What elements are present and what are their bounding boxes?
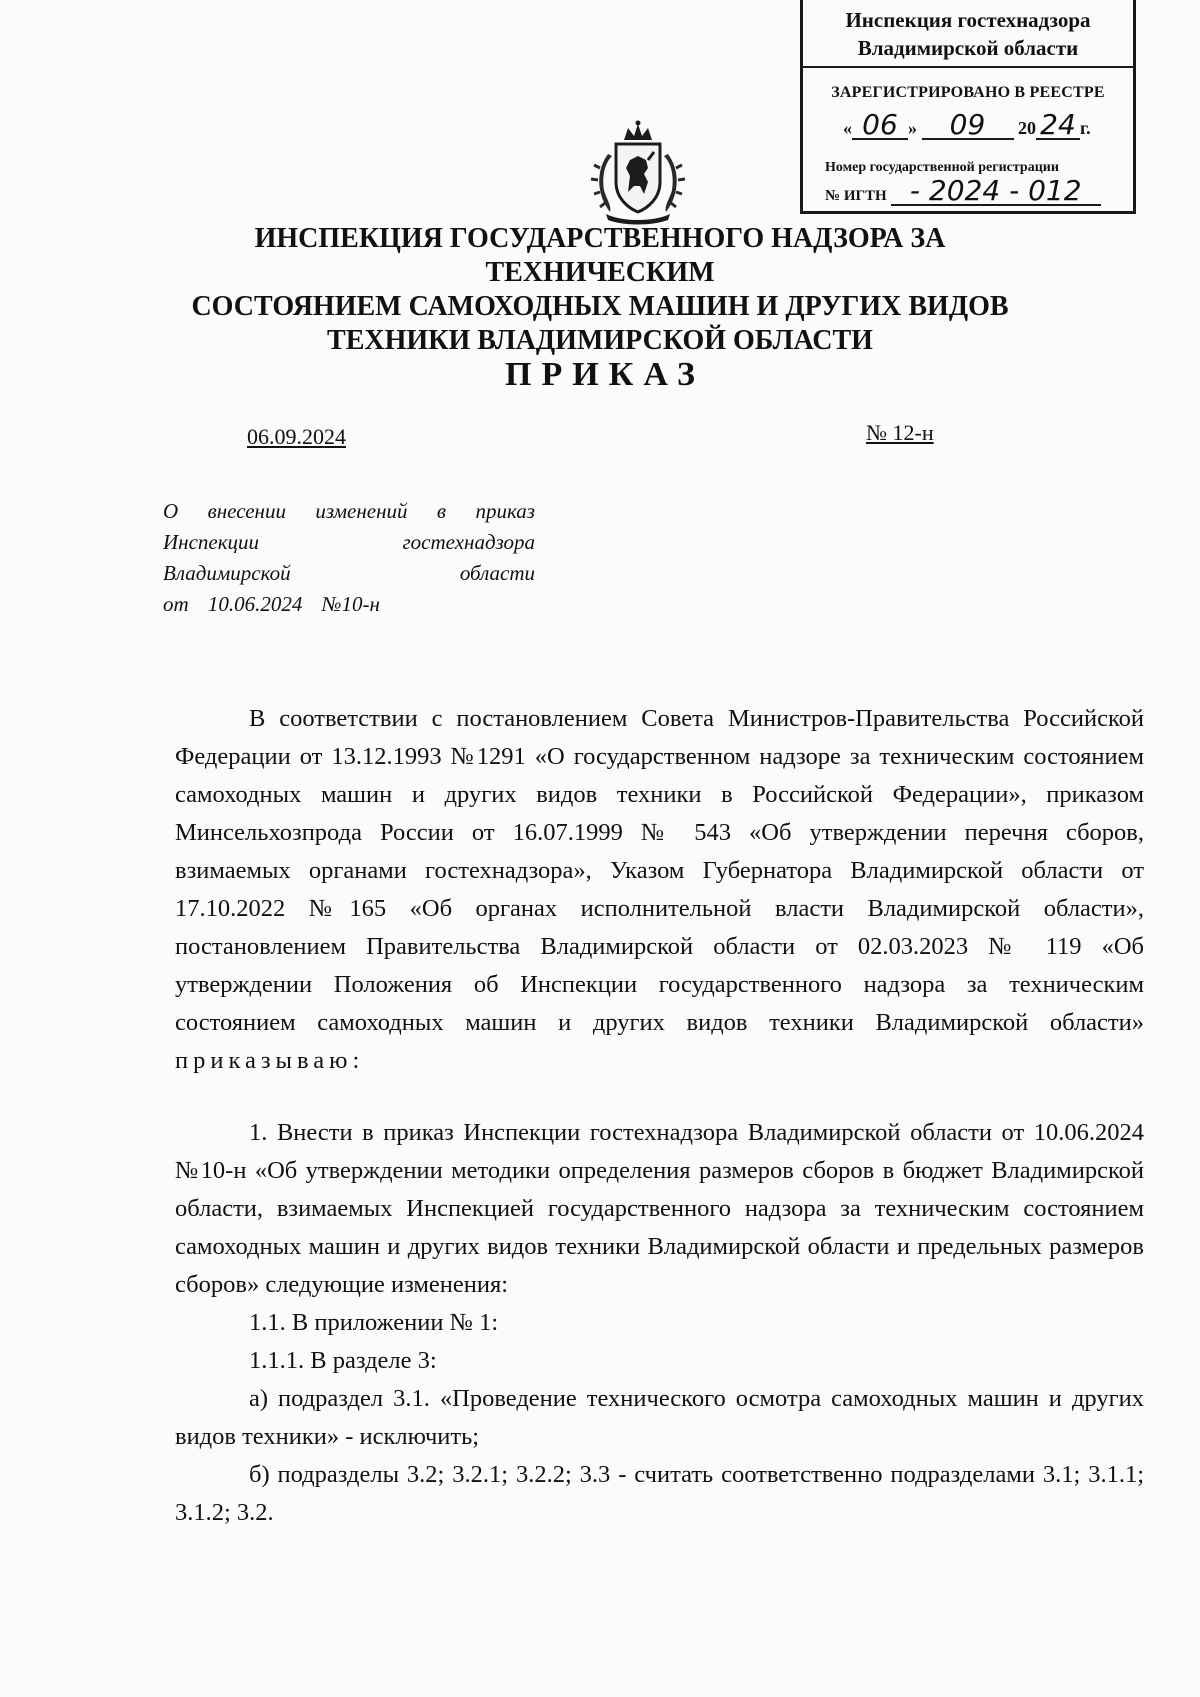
preamble-text: В соответствии с постановлением Совета Министров-Правительства Российской Федерации от 13.12.1993 №1291 «О государственном надзоре за техническим состоянием самоходных машин и других видов техники в Российской Федерации», приказом Минсельхозпрода России от 16.07.1999 № 543 «Об утверждении перечня сборов, взимаемых органами гостехнадзора», Указом Губернатора Владимирской области от 17.10.2022 №165 «Об органах исполнительной власти Владимирской области», постановлением Правительства Владимирской области от 02.03.2023 № 119 «Об утверждении Положения об Инспекции государственного надзора за техническим состоянием самоходных машин и других видов техники Владимирской области» bbox=[175, 705, 1144, 1036]
item-1-1-1: 1.1.1. В разделе 3: bbox=[249, 1347, 437, 1374]
agency-heading-line2: СОСТОЯНИЕМ САМОХОДНЫХ МАШИН И ДРУГИХ ВИДОВ bbox=[191, 291, 1009, 322]
order-subject bbox=[163, 496, 535, 620]
stamp-date: « 06 » 09 20 24 г. bbox=[843, 108, 1091, 141]
subject-line4: от 10.06.2024 №10-н bbox=[163, 592, 380, 616]
stamp-org-line2: Владимирской области bbox=[857, 36, 1079, 60]
stamp-date-month: 09 bbox=[922, 112, 1014, 140]
item-a: а) подраздел 3.1. «Проведение технического осмотра самоходных машин и других видов техники» - исключить; bbox=[175, 1385, 1144, 1450]
subject-line1: О внесении изменений в приказ bbox=[163, 499, 535, 523]
order-body bbox=[175, 700, 1144, 1532]
order-number: № 12-н bbox=[866, 420, 934, 445]
order-date: 06.09.2024 bbox=[247, 424, 346, 449]
subject-line2: Инспекции гостехнадзора bbox=[163, 530, 535, 554]
registration-stamp bbox=[800, 0, 1136, 214]
coat-of-arms-icon bbox=[590, 120, 686, 226]
subject-line3: Владимирской области bbox=[163, 561, 535, 585]
stamp-reg-number-prefix: № ИГТН bbox=[825, 188, 887, 204]
agency-heading-line3: ТЕХНИКИ ВЛАДИМИРСКОЙ ОБЛАСТИ bbox=[327, 325, 873, 356]
stamp-date-year-suffix: 24 bbox=[1036, 112, 1080, 140]
stamp-reg-number-label: Номер государственной регистрации bbox=[825, 160, 1059, 175]
stamp-org-line1: Инспекция гостехнадзора bbox=[845, 8, 1091, 32]
item-1: 1. Внести в приказ Инспекции гостехнадзора Владимирской области от 10.06.2024 №10-н «Об утверждении методики определения размеров сборов в бюджет Владимирской области, взимаемых Инспекцией государственного надзора за техническим состоянием самоходных машин и других видов техники Владимирской области и предельных размеров сборов» следующие изменения: bbox=[175, 1119, 1144, 1298]
stamp-reg-number bbox=[825, 174, 1101, 207]
agency-heading-line1: ИНСПЕКЦИЯ ГОСУДАРСТВЕННОГО НАДЗОРА ЗА ТЕХНИЧЕСКИМ bbox=[254, 223, 946, 288]
agency-heading bbox=[150, 222, 1050, 358]
stamp-registered-label: ЗАРЕГИСТРИРОВАНО В РЕЕСТРЕ bbox=[831, 84, 1105, 101]
stamp-date-day: 06 bbox=[852, 112, 908, 140]
stamp-date-year-unit: г. bbox=[1080, 118, 1091, 138]
item-b: б) подразделы 3.2; 3.2.1; 3.2.2; 3.3 - считать соответственно подразделами 3.1; 3.1.1; 3.1.2; 3.2. bbox=[175, 1461, 1144, 1526]
preamble-paragraph bbox=[175, 700, 1144, 1080]
item-1-1: 1.1. В приложении № 1: bbox=[249, 1309, 499, 1336]
stamp-date-year-prefix: 20 bbox=[1018, 118, 1036, 138]
stamp-reg-number-value: - 2024 - 012 bbox=[891, 178, 1101, 206]
document-title: ПРИКАЗ bbox=[505, 356, 705, 393]
stamp-organization bbox=[803, 0, 1133, 68]
order-word: приказываю: bbox=[175, 1047, 365, 1074]
